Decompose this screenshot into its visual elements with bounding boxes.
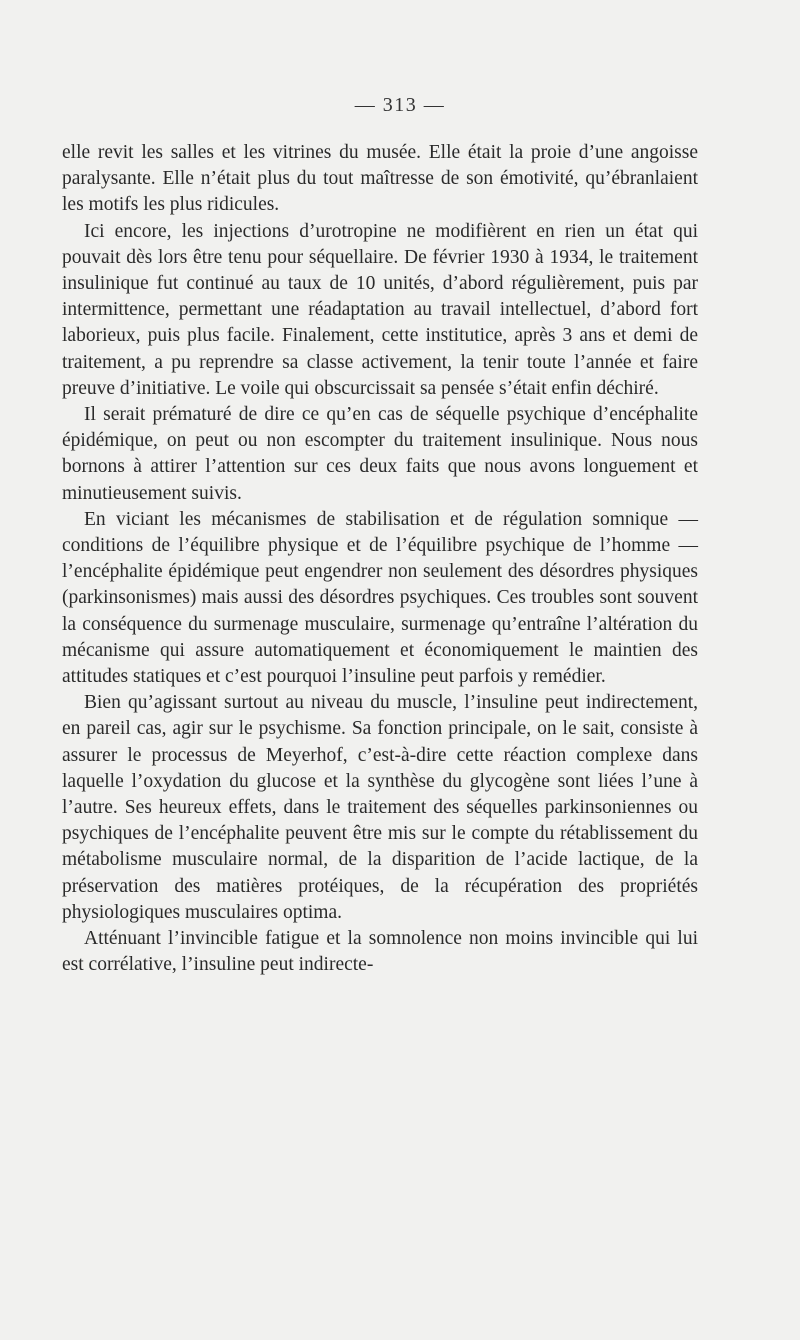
paragraph: En viciant les mécanismes de stabilisation et de régulation somnique — conditions de l’équilibre physique et de l’équilibre psychique de l’homme — l’encéphalite épidémique peut engendrer non seulement des désordres physiques (parkinsonismes) mais aussi des désordres psychiques. Ces troubles sont souvent la conséquence du surmenage musculaire, surmenage qu’entraîne l’altération du mécanisme qui assure automatiquement et économiquement le maintien des attitudes statiques et c’est pourquoi l’insuline peut parfois y remédier. <box>62 508 698 688</box>
paragraph: Atténuant l’invincible fatigue et la somnolence non moins invincible qui lui est corrélative, l’insuline peut indirecte- <box>62 928 698 976</box>
paragraph: elle revit les salles et les vitrines du musée. Elle était la proie d’une angoisse paralysante. Elle n’était plus du tout maîtresse de son émotivité, qu’ébranlaient les motifs les plus ridicules. <box>62 142 698 216</box>
paragraph: Bien qu’agissant surtout au niveau du muscle, l’insuline peut indirectement, en pareil cas, agir sur le psychisme. Sa fonction principale, on le sait, consiste à assurer le processus de Meyerhof, c’est-à-dire cette réaction complexe dans laquelle l’oxydation du glucose et la synthèse du glycogène sont liées l’une à l’autre. Ses heureux effets, dans le traitement des séquelles parkinsoniennes ou psychiques de l’encéphalite peuvent être mis sur le compte du rétablissement du métabolisme musculaire normal, de la disparition de l’acide lactique, de la préservation des matières protéiques, de la récupération des propriétés physiologiques musculaires optima. <box>62 692 698 923</box>
paragraph: Il serait prématuré de dire ce qu’en cas de séquelle psychique d’encéphalite épidémique, on peut ou non escompter du traitement insulinique. Nous nous bornons à attirer l’attention sur ces deux faits que nous avons longuement et minutieusement suivis. <box>62 404 698 504</box>
paragraph: Ici encore, les injections d’urotropine ne modifièrent en rien un état qui pouvait dès lors être tenu pour séquellaire. De février 1930 à 1934, le traitement insulinique fut continué au taux de 10 unités, d’abord régulièrement, puis par intermittence, permettant une réadaptation au travail intellectuel, d’abord fort laborieux, puis plus facile. Finalement, cette institutice, après 3 ans et demi de traitement, a pu reprendre sa classe activement, la tenir toute l’année et faire preuve d’initiative. Le voile qui obscurcissait sa pensée s’était enfin déchiré. <box>62 220 698 399</box>
body-text <box>62 140 698 979</box>
page-number: — 313 — <box>354 94 446 116</box>
